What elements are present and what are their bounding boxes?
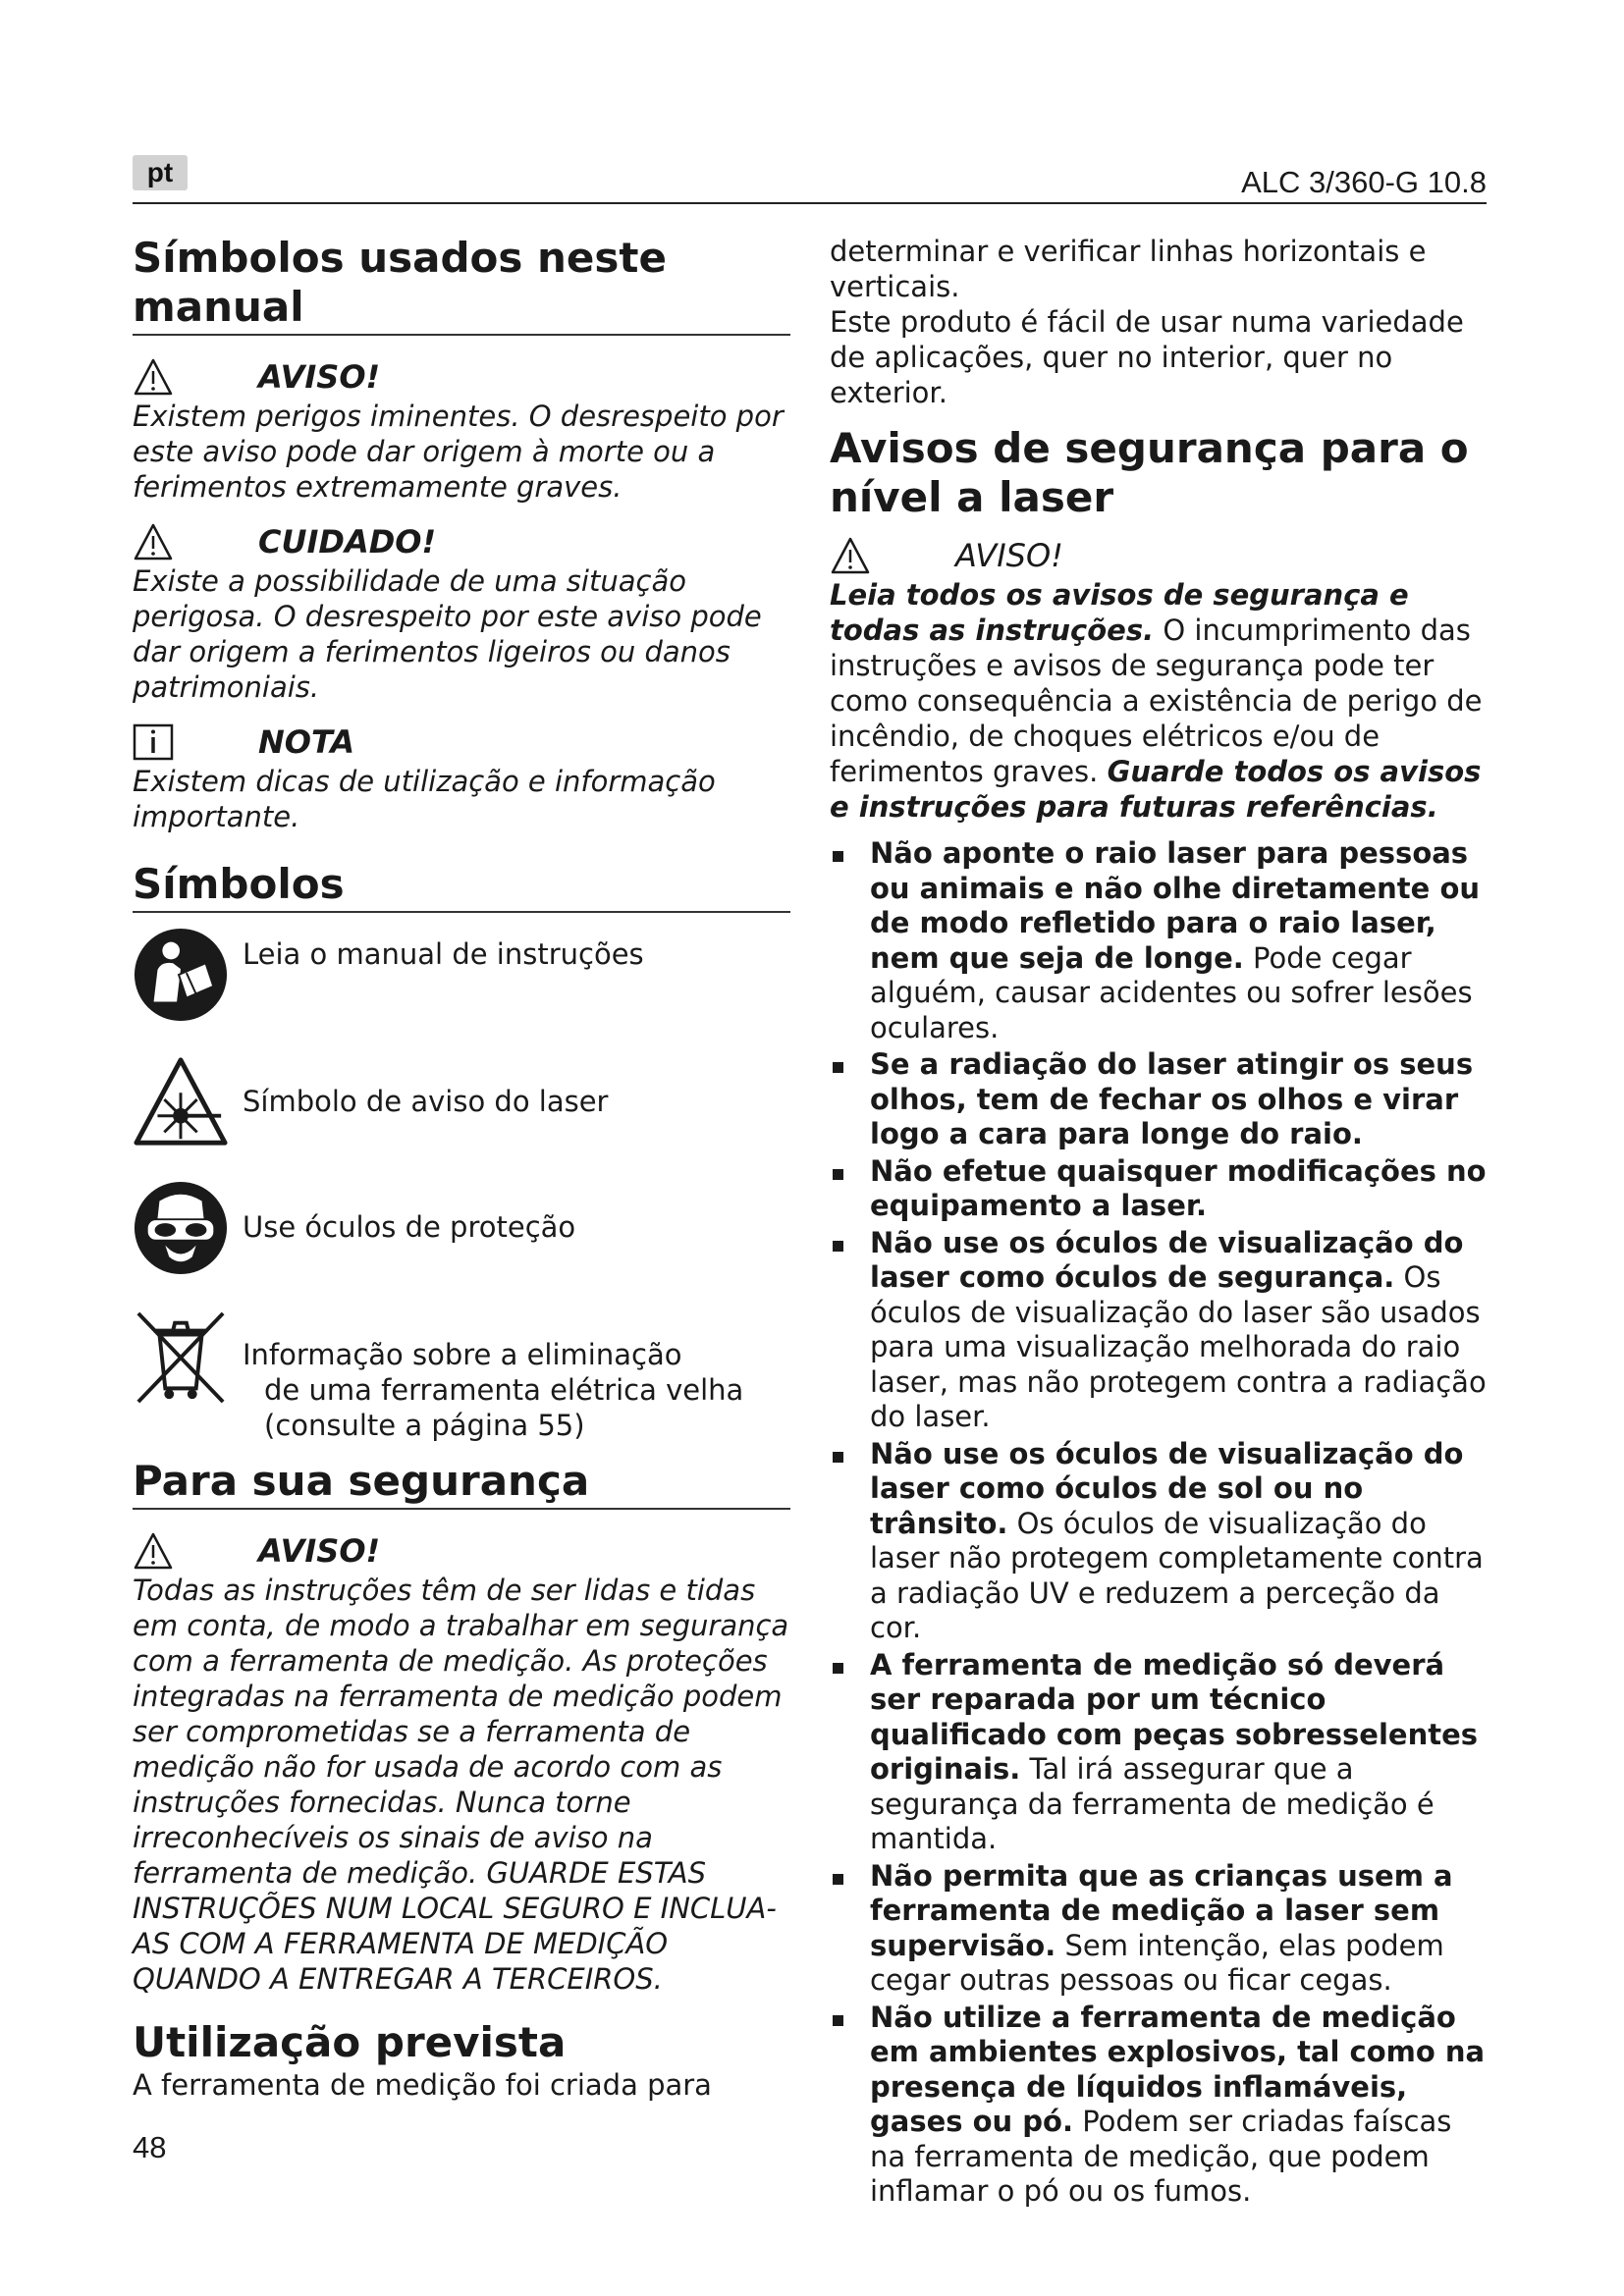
lead-bold-keep: Guarde todos os avisos e instruções para futuras referências. (830, 755, 1482, 824)
bullet-square-icon (833, 1452, 843, 1463)
symbol-row (133, 1054, 790, 1150)
lead-bold: Leia todos os avisos de segurança e todas as instruções. (830, 578, 1409, 647)
symbol-row (133, 1309, 790, 1443)
bullet-bold: Não use os óculos de visualização do laser como óculos de segurança. (870, 1225, 1464, 1294)
section-heading: Para sua segurança (133, 1457, 590, 1505)
symbol-label: Leia o manual de instruções (243, 937, 644, 971)
disposal-line: Informação sobre a eliminação (243, 1338, 682, 1371)
bullet-square-icon (833, 2015, 843, 2026)
bullet-square-icon (833, 1663, 843, 1674)
bullet-square-icon (833, 1169, 843, 1180)
bullet-square-icon (833, 1062, 843, 1073)
disposal-info (243, 1309, 743, 1443)
symbol-label: Símbolo de aviso do laser (243, 1085, 609, 1118)
page-number: 48 (133, 2130, 167, 2164)
list-item (830, 2001, 1488, 2210)
header-divider (133, 202, 1487, 204)
list-item (830, 1859, 1488, 1999)
section-heading: Utilização prevista (133, 2018, 567, 2066)
list-item (830, 1047, 1488, 1152)
bullet-normal: Os óculos de visualização do laser são usados para uma visualização melhorada do raio laser, mas não protegem contra a radiação do laser. (870, 1260, 1487, 1433)
bullet-normal: Pode cegar alguém, causar acidentes ou sofrer lesões oculares. (870, 940, 1473, 1044)
bullet-bold: Não aponte o raio laser para pessoas ou animais e não olhe diretamente ou de modo refletido para o raio laser, nem que seja de longe. (870, 836, 1481, 975)
list-item (830, 1648, 1488, 1857)
bullet-normal: Podem ser criadas faíscas na ferramenta de medição, que podem inflamar o pó ou os fumos. (870, 2105, 1452, 2208)
warning-signal (133, 1531, 790, 1571)
bullet-bold: Se a radiação do laser atingir os seus olhos, tem de fechar os olhos e virar logo a cara para longe do raio. (870, 1047, 1474, 1150)
warning-triangle-icon (133, 357, 174, 397)
model-name: ALC 3/360-G 10.8 (1241, 165, 1487, 199)
section-safety (133, 1457, 790, 1510)
list-item (830, 1226, 1488, 1435)
caution-text: Existe a possibilidade de uma situação perigosa. O desrespeito por este aviso pode dar origem a ferimentos ligeiros ou danos patrimoniais. (133, 564, 762, 704)
warning-triangle-icon (830, 536, 871, 575)
info-box-icon (133, 722, 174, 762)
caution-signal (133, 522, 790, 561)
laser-warning-icon (133, 1054, 229, 1150)
disposal-line: de uma ferramenta elétrica velha (264, 1373, 744, 1407)
signal-title: AVISO! (955, 537, 1063, 574)
signal-title: AVISO! (258, 358, 381, 396)
disposal-line: (consulte a página 55) (264, 1409, 585, 1442)
note-signal (133, 722, 790, 762)
intended-use-continued: determinar e verificar linhas horizontais e verticais. (830, 235, 1427, 303)
note-text: Existem dicas de utilização e informação importante. (133, 765, 716, 833)
bullet-square-icon (833, 851, 843, 862)
bullet-normal: Os óculos de visualização do laser não protegem completamente contra a radiação UV e reduzem a perceção da cor. (870, 1506, 1484, 1644)
right-column (830, 234, 1488, 2212)
read-manual-icon (133, 927, 229, 1023)
bullet-square-icon (833, 1874, 843, 1885)
section-heading: Avisos de segurança para o nível a laser (830, 424, 1469, 521)
warning-text: Existem perigos iminentes. O desrespeito por este aviso pode dar origem à morte ou a ferimentos extremamente graves. (133, 400, 784, 504)
warning-triangle-icon (133, 522, 174, 561)
safety-text: Todas as instruções têm de ser lidas e tidas em conta, de modo a trabalhar em segurança com a ferramenta de medição. As proteções integradas na ferramenta de medição podem ser comprometidas se a ferramenta de medição não for usada de acordo com as instruções fornecidas. Nunca torne irreconhecíveis os sinais de aviso na ferramenta de medição. GUARDE ESTAS INSTRUÇÕES NUM LOCAL SEGURO E INCLUA-AS COM A FERRAMENTA DE MEDIÇÃO QUANDO A ENTREGAR A TERCEIROS. (133, 1574, 789, 1996)
warning-signal (830, 536, 1488, 575)
bullet-bold: Não efetue quaisquer modificações no equipamento a laser. (870, 1153, 1487, 1222)
language-badge: pt (133, 155, 188, 190)
bullet-square-icon (833, 1241, 843, 1252)
crossed-bin-icon (133, 1309, 229, 1406)
bullet-bold: Não use os óculos de visualização do laser como óculos de sol ou no trânsito. (870, 1436, 1464, 1540)
list-item (830, 836, 1488, 1045)
section-heading: Símbolos usados neste manual (133, 234, 667, 331)
safety-goggles-icon (133, 1180, 229, 1276)
symbol-row (133, 927, 790, 1023)
left-column (133, 234, 790, 2103)
bullet-normal: Tal irá assegurar que a segurança da ferramenta de medição é mantida. (870, 1752, 1435, 1855)
safety-bullet-list (830, 836, 1488, 2210)
signal-title: AVISO! (258, 1532, 381, 1570)
bullet-bold: Não permita que as crianças usem a ferramenta de medição a laser sem supervisão. (870, 1858, 1453, 1962)
bullet-normal: Sem intenção, elas podem cegar outras pessoas ou ficar cegas. (870, 1928, 1444, 1997)
lead-normal: O incumprimento das instruções e avisos de segurança pode ter como consequência a existência de perigo de incêndio, de choques elétricos e/ou de ferimentos graves. (830, 614, 1483, 788)
laser-safety-lead (830, 577, 1488, 825)
symbol-row (133, 1180, 790, 1276)
intended-use-text: A ferramenta de medição foi criada para (133, 2068, 712, 2102)
signal-title: NOTA (258, 723, 355, 761)
intended-use-paragraph: Este produto é fácil de usar numa variedade de aplicações, quer no interior, quer no exterior. (830, 305, 1464, 409)
section-symbols (133, 860, 790, 913)
signal-title: CUIDADO! (258, 523, 437, 561)
symbol-label: Use óculos de proteção (243, 1210, 576, 1244)
bullet-bold: A ferramenta de medição só deverá ser reparada por um técnico qualificado com peças sobresselentes originais. (870, 1647, 1479, 1786)
list-item (830, 1437, 1488, 1646)
section-heading: Símbolos (133, 860, 345, 908)
bullet-bold: Não utilize a ferramenta de medição em ambientes explosivos, tal como na presença de líquidos inflamáveis, gases ou pó. (870, 2000, 1486, 2138)
section-symbols-manual (133, 234, 790, 336)
list-item (830, 1154, 1488, 1224)
warning-triangle-icon (133, 1531, 174, 1571)
warning-signal (133, 357, 790, 397)
